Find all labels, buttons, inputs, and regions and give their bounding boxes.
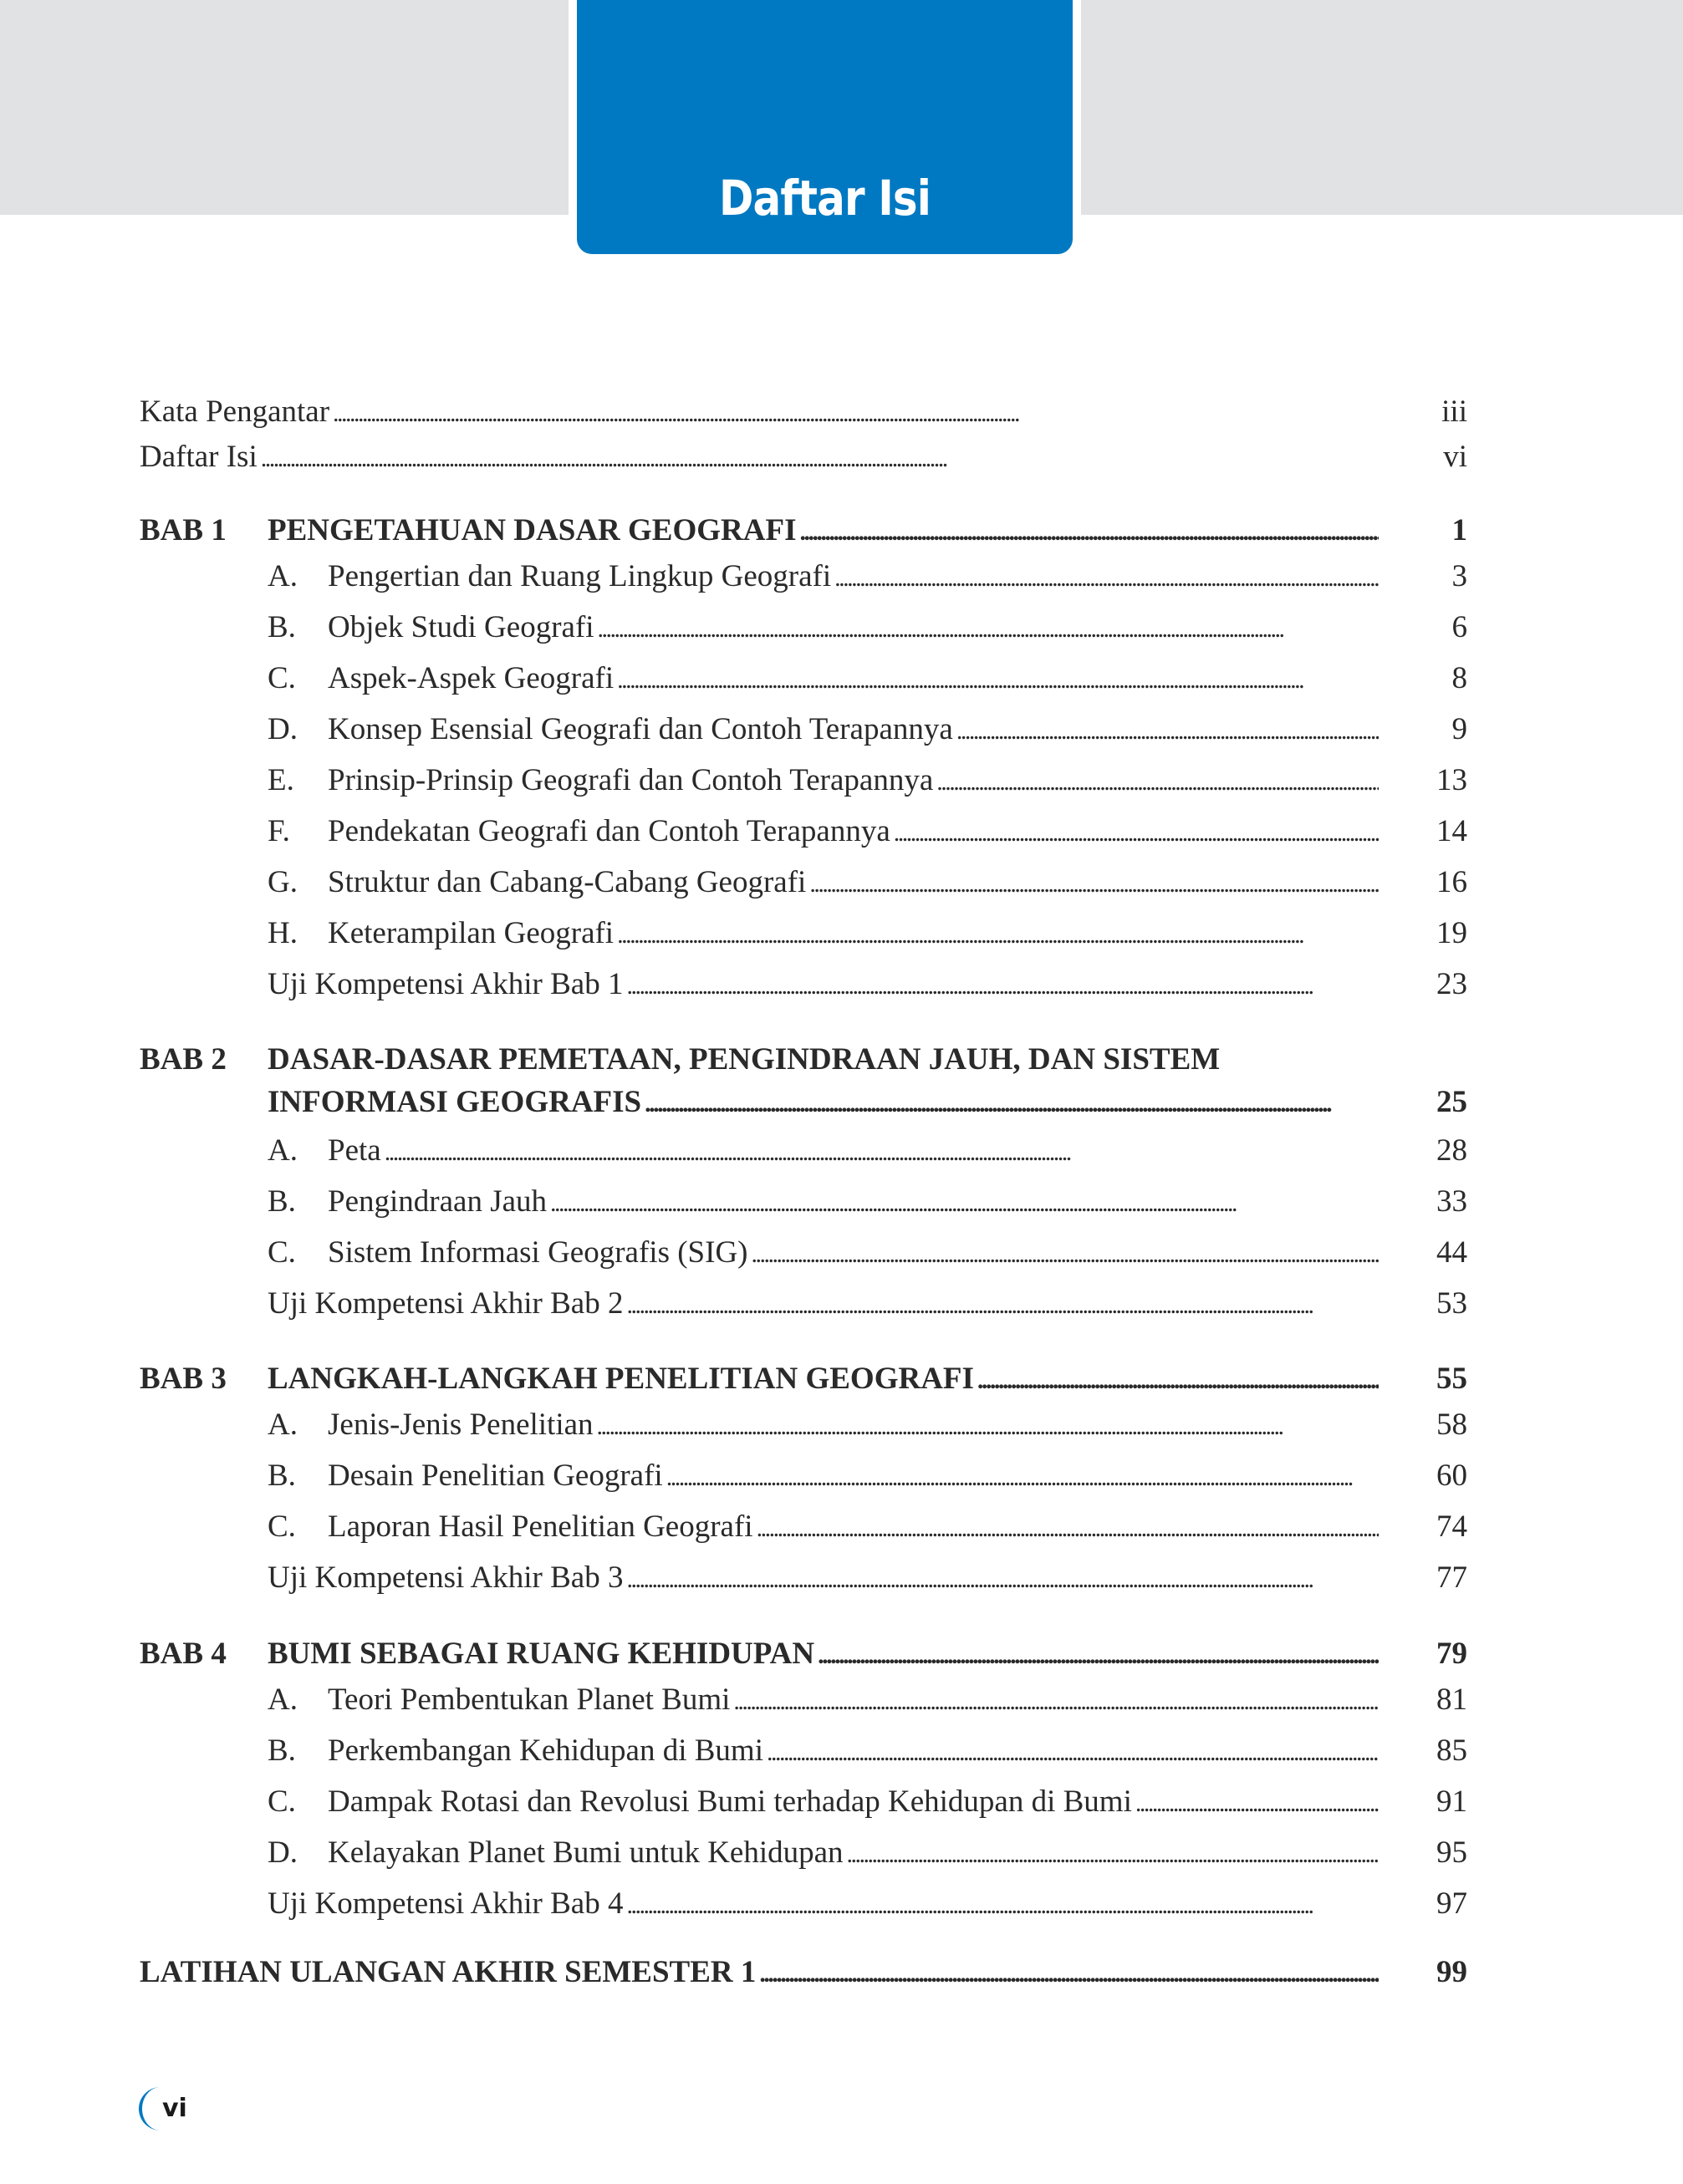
toc-subentry[interactable] <box>0 1726 1683 1776</box>
toc-subentry[interactable] <box>0 807 1683 857</box>
entry-page: 74 <box>1436 1509 1467 1544</box>
dot-leader <box>626 1553 1379 1605</box>
dot-leader <box>847 1828 1379 1880</box>
dot-leader <box>799 506 1379 557</box>
entry-page: 60 <box>1436 1459 1467 1493</box>
entry-page: 6 <box>1451 610 1467 644</box>
entry-page: 79 <box>1436 1637 1467 1671</box>
toc-subentry[interactable] <box>0 705 1683 755</box>
dot-leader <box>757 1502 1379 1554</box>
entry-label: Prinsip-Prinsip Geografi dan Contoh Terapannya <box>328 763 934 797</box>
entry-label: Keterampilan Geografi <box>328 916 615 950</box>
dot-leader <box>936 756 1379 807</box>
entry-label: Laporan Hasil Penelitian Geografi <box>328 1509 753 1544</box>
subentry-letter: D. <box>268 1835 298 1870</box>
entry-label: Uji Kompetensi Akhir Bab 2 <box>268 1286 624 1321</box>
subentry-letter: A. <box>268 1133 298 1168</box>
dot-leader <box>597 1400 1379 1452</box>
entry-label: Pengertian dan Ruang Lingkup Geografi <box>328 559 832 593</box>
entry-page: 44 <box>1436 1235 1467 1270</box>
dot-leader <box>626 1279 1379 1331</box>
entry-page: 91 <box>1436 1784 1467 1819</box>
toc-subentry[interactable] <box>0 1451 1683 1501</box>
entry-page: 9 <box>1451 712 1467 746</box>
toc-subentry[interactable] <box>0 1400 1683 1450</box>
dot-leader <box>834 552 1379 603</box>
toc-entry-daftar-isi[interactable] <box>0 432 1683 482</box>
entry-page: 58 <box>1436 1408 1467 1442</box>
entry-page: 85 <box>1436 1733 1467 1768</box>
chapter-title: BUMI SEBAGAI RUANG KEHIDUPAN <box>268 1637 815 1671</box>
entry-page: 53 <box>1436 1286 1467 1321</box>
entry-page: 33 <box>1436 1184 1467 1219</box>
subentry-letter: H. <box>268 916 298 950</box>
entry-label: Teori Pembentukan Planet Bumi <box>328 1683 731 1717</box>
chapter-title: LANGKAH-LANGKAH PENELITIAN GEOGRAFI <box>268 1362 974 1396</box>
subentry-letter: B. <box>268 1733 296 1768</box>
entry-page: vi <box>1443 440 1467 474</box>
dot-leader <box>1135 1777 1379 1829</box>
page-title: Daftar Isi <box>718 170 931 227</box>
dot-leader <box>666 1451 1379 1503</box>
entry-label: Sistem Informasi Geografis (SIG) <box>328 1235 748 1270</box>
dot-leader <box>645 1077 1379 1129</box>
chapter-number: BAB 4 <box>140 1637 227 1671</box>
entry-label: Struktur dan Cabang-Cabang Geografi <box>328 865 807 899</box>
entry-page: 19 <box>1436 916 1467 950</box>
subentry-letter: A. <box>268 1683 298 1717</box>
entry-label: LATIHAN ULANGAN AKHIR SEMESTER 1 <box>140 1955 757 1989</box>
toc-chapter-1[interactable] <box>0 506 1683 556</box>
toc-uji-kompetensi[interactable] <box>0 1879 1683 1929</box>
chapter-number: BAB 3 <box>140 1362 227 1396</box>
dot-leader <box>894 807 1379 858</box>
toc-subentry[interactable] <box>0 1828 1683 1878</box>
entry-page: 1 <box>1451 513 1467 547</box>
toc-subentry[interactable] <box>0 1502 1683 1552</box>
dot-leader <box>626 960 1379 1011</box>
entry-label: Dampak Rotasi dan Revolusi Bumi terhadap Kehidupan di Bumi <box>328 1784 1132 1819</box>
toc-chapter-2[interactable] <box>0 1077 1683 1128</box>
toc-entry-kata-pengantar[interactable] <box>0 387 1683 437</box>
dot-leader <box>759 1947 1379 1999</box>
toc-subentry[interactable] <box>0 1777 1683 1827</box>
dot-leader <box>809 858 1379 909</box>
subentry-letter: B. <box>268 1184 296 1219</box>
toc-subentry[interactable] <box>0 858 1683 908</box>
page-number: vi <box>162 2094 187 2123</box>
entry-page: 3 <box>1451 559 1467 593</box>
subentry-letter: C. <box>268 1235 296 1270</box>
entry-label: Uji Kompetensi Akhir Bab 4 <box>268 1886 624 1921</box>
subentry-letter: A. <box>268 1408 298 1442</box>
chapter-number: BAB 1 <box>140 513 227 547</box>
toc-subentry[interactable] <box>0 552 1683 602</box>
toc-subentry[interactable] <box>0 756 1683 806</box>
toc-subentry[interactable] <box>0 654 1683 704</box>
entry-label: Jenis-Jenis Penelitian <box>328 1408 594 1442</box>
entry-label: Daftar Isi <box>140 440 258 474</box>
entry-page: 55 <box>1436 1362 1467 1396</box>
toc-uji-kompetensi[interactable] <box>0 1553 1683 1603</box>
toc-subentry[interactable] <box>0 1177 1683 1227</box>
entry-label: Kelayakan Planet Bumi untuk Kehidupan <box>328 1835 844 1870</box>
entry-label: Objek Studi Geografi <box>328 610 594 644</box>
entry-page: 97 <box>1436 1886 1467 1921</box>
subentry-letter: C. <box>268 661 296 695</box>
toc-subentry[interactable] <box>0 1675 1683 1725</box>
subentry-letter: C. <box>268 1784 296 1819</box>
toc-chapter-4[interactable] <box>0 1629 1683 1679</box>
chapter-title: PENGETAHUAN DASAR GEOGRAFI <box>268 513 797 547</box>
dot-leader <box>617 654 1379 705</box>
dot-leader <box>767 1726 1379 1778</box>
subentry-letter: B. <box>268 610 296 644</box>
dot-leader <box>751 1228 1379 1280</box>
dot-leader <box>261 432 1379 484</box>
toc-uji-kompetensi[interactable] <box>0 1279 1683 1329</box>
toc-subentry[interactable] <box>0 603 1683 653</box>
entry-label: Peta <box>328 1133 381 1168</box>
entry-label: Pendekatan Geografi dan Contoh Terapannya <box>328 814 890 848</box>
subentry-letter: E. <box>268 763 294 797</box>
chapter-title: INFORMASI GEOGRAFIS <box>268 1085 642 1119</box>
dot-leader <box>956 705 1379 756</box>
toc-semester-exercise[interactable] <box>0 1947 1683 1998</box>
dot-leader <box>818 1629 1379 1681</box>
entry-label: Pengindraan Jauh <box>328 1184 548 1219</box>
entry-label: Uji Kompetensi Akhir Bab 1 <box>268 967 624 1001</box>
entry-page: 28 <box>1436 1133 1467 1168</box>
dot-leader <box>598 603 1379 654</box>
entry-page: 23 <box>1436 967 1467 1001</box>
subentry-letter: A. <box>268 559 298 593</box>
entry-label: Konsep Esensial Geografi dan Contoh Terapannya <box>328 712 953 746</box>
subentry-letter: C. <box>268 1509 296 1544</box>
toc-uji-kompetensi[interactable] <box>0 960 1683 1010</box>
toc-subentry[interactable] <box>0 1126 1683 1176</box>
toc-subentry[interactable] <box>0 1228 1683 1278</box>
entry-page: iii <box>1441 395 1467 429</box>
dot-leader <box>977 1354 1379 1406</box>
dot-leader <box>385 1126 1379 1178</box>
dot-leader <box>333 387 1379 439</box>
entry-page: 95 <box>1436 1835 1467 1870</box>
entry-page: 16 <box>1436 865 1467 899</box>
entry-label: Aspek-Aspek Geografi <box>328 661 615 695</box>
entry-page: 25 <box>1436 1085 1467 1119</box>
entry-label: Desain Penelitian Geografi <box>328 1459 663 1493</box>
entry-page: 99 <box>1436 1955 1467 1989</box>
chapter-number: BAB 2 <box>140 1042 227 1077</box>
dot-leader <box>626 1879 1379 1931</box>
entry-page: 8 <box>1451 661 1467 695</box>
subentry-letter: F. <box>268 814 290 848</box>
chapter-title: DASAR-DASAR PEMETAAN, PENGINDRAAN JAUH, DAN SISTEM <box>268 1042 1221 1077</box>
entry-label: Uji Kompetensi Akhir Bab 3 <box>268 1560 624 1595</box>
subentry-letter: D. <box>268 712 298 746</box>
entry-page: 77 <box>1436 1560 1467 1595</box>
toc-subentry[interactable] <box>0 909 1683 959</box>
dot-leader <box>550 1177 1379 1229</box>
subentry-letter: B. <box>268 1459 296 1493</box>
toc-chapter-3[interactable] <box>0 1354 1683 1404</box>
entry-label: Perkembangan Kehidupan di Bumi <box>328 1733 763 1768</box>
subentry-letter: G. <box>268 865 298 899</box>
dot-leader <box>617 909 1379 960</box>
entry-page: 81 <box>1436 1683 1467 1717</box>
crescent-page-marker-icon <box>127 2085 166 2132</box>
entry-page: 14 <box>1436 814 1467 848</box>
entry-page: 13 <box>1436 763 1467 797</box>
entry-label: Kata Pengantar <box>140 395 330 429</box>
dot-leader <box>733 1675 1379 1727</box>
